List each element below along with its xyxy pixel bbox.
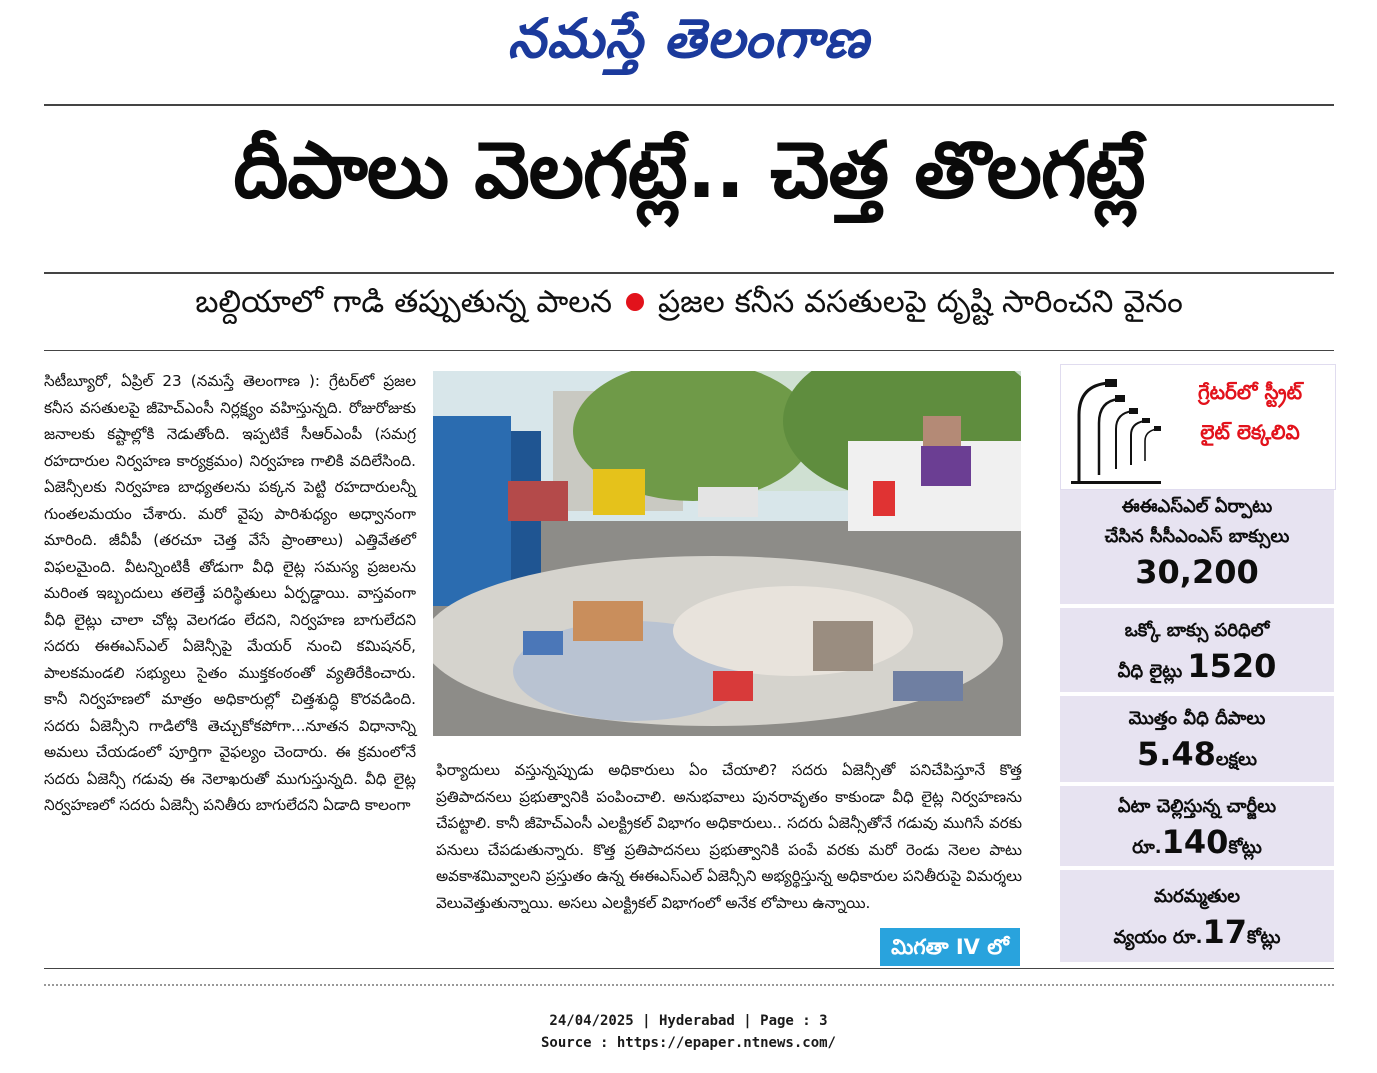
sidebar-title-line2: లైట్ లెక్కలివి xyxy=(1200,420,1300,444)
stat-label: వ్యయం రూ. xyxy=(1113,927,1203,948)
stat-unit: కోట్లు xyxy=(1228,837,1262,858)
headline: దీపాలు వెలగట్లే.. చెత్త తొలగట్లే xyxy=(233,126,1145,216)
subhead-left: బల్దియాలో గాడి తప్పుతున్న పాలన xyxy=(195,284,613,320)
stat-label: వీధి లైట్లు xyxy=(1117,661,1183,682)
stat-value: 5.48 xyxy=(1136,735,1216,773)
stat-value: 140 xyxy=(1161,823,1229,861)
street-light-icon xyxy=(1061,365,1171,487)
stat-box-charges xyxy=(1060,786,1334,866)
footer xyxy=(0,1010,1377,1054)
stat-label: రూ. xyxy=(1132,837,1162,858)
garbage-street-photo xyxy=(433,371,1021,736)
stat-label: ఏటా చెల్లిస్తున్న చార్జీలు xyxy=(1117,796,1277,817)
headline-rule xyxy=(44,272,1334,274)
stat-label: ఈఈఎస్‌ఎల్ ఏర్పాటు xyxy=(1121,496,1273,517)
article-column-middle: ఫిర్యాదులు వస్తున్నప్పుడు అధికారులు ఏం చేయాలి? సదరు ఏజెన్సీతో పనిచేపిస్తూనే కొత్త ప్రతిపాదనలు ప్రభుత్వానికి పంపించాలి. అనుభవాలు పునరావృతం కాకుండా వీధి లైట్ల నిర్వహణను చేపట్టాలి. కానీ జీహెచ్‌ఎంసీ ఎలక్ట్రికల్ విభాగం అధికారులు.. సదరు ఏజెన్సీతోనే గడువు ముగిసే వరకు పనులు చేపడుతున్నారు. కొత్త ప్రతిపాదనలు ప్రభుత్వానికి పంపే వరకు మరో రెండు నెలల పాటు అవకాశమివ్వాలని ప్రస్తుతం ఉన్న ఈఈఎస్‌ఎల్ ఏజెన్సీని అభ్యర్థిస్తున్న అధికారుల పనితీరుపై విమర్శలు వెలువెత్తుతున్నాయి. అసలు ఎలక్ట్రికల్ విభాగంలో అనేక లోపాలు ఉన్నాయి. xyxy=(436,761,1022,912)
stat-label: మొత్తం వీధి దీపాలు xyxy=(1128,708,1266,729)
subhead-right: ప్రజల కనీస వసతులపై దృష్టి సారించని వైనం xyxy=(658,284,1183,320)
bottom-rule xyxy=(44,968,1334,969)
footer-date-line: 24/04/2025 | Hyderabad | Page : 3 xyxy=(549,1013,828,1029)
subhead-rule xyxy=(44,350,1334,351)
sidebar-title xyxy=(1170,372,1330,452)
subhead xyxy=(44,284,1334,327)
stat-label: మరమ్మతుల xyxy=(1154,886,1240,907)
stat-unit: లక్షలు xyxy=(1215,749,1258,770)
stat-label: ఒక్కో బాక్సు పరిధిలో xyxy=(1124,620,1270,641)
stat-unit: కోట్లు xyxy=(1246,927,1281,948)
masthead-logo: నమస్తే తెలంగాణ xyxy=(507,6,870,70)
stat-value: 1520 xyxy=(1187,647,1277,685)
continued-badge: మిగతా IV లో xyxy=(880,928,1020,966)
masthead-rule xyxy=(44,104,1334,106)
stat-box-ccms xyxy=(1060,490,1334,604)
stat-box-lights-per-box xyxy=(1060,608,1334,692)
dotted-separator xyxy=(44,984,1334,986)
bullet-icon xyxy=(626,293,644,311)
stat-box-total-lamps xyxy=(1060,696,1334,782)
sidebar-title-line1: గ్రేటర్‌లో స్ట్రీట్ xyxy=(1197,380,1303,404)
stat-value: 17 xyxy=(1202,913,1247,951)
article-column-left: సిటీబ్యూరో, ఏప్రిల్ 23 (నమస్తే తెలంగాణ ): గ్రేటర్‌లో ప్రజల కనీస వసతులపై జీహెచ్‌ఎంసీ నిర్లక్ష్యం వహిస్తున్నది. రోజురోజుకు జనాలకు కష్టాల్లోకి నెడుతోంది. ఇప్పటికే సీఆర్‌ఎంపీ (సమగ్ర రహదారుల నిర్వహణ కార్యక్రమం) నిర్వహణ గాలికి వదిలేసింది. ఏజెన్సీలకు నిర్వహణ బాధ్యతలను పక్కన పెట్టి రహదారులన్నీ గుంతలమయం చేశారు. మరో వైపు పారిశుధ్యం అధ్వానంగా మారింది. జీవీపీ (తరచూ చెత్త వేసే ప్రాంతాలు) ఎత్తివేతలో విఫలమైంది. వీటన్నింటికీ తోడుగా వీధి లైట్ల సమస్య ప్రజలను మరింత ఇబ్బందులు తలెత్తే పరిస్థితులు ఏర్పడ్డాయి. వాస్తవంగా వీధి లైట్లు చాలా చోట్ల వెలగడం లేదని, నిర్వహణ బాగులేదని సదరు ఈఈఎస్‌ఎల్ ఏజెన్సీపై మేయర్ నుంచి కమిషనర్, పాలకమండలి సభ్యులు సైతం ముక్తకంఠంతో వ్యతిరేకించారు. కానీ నిర్వహణలో మాత్రం అధికారుల్లో చిత్తశుద్ధి కొరవడింది. సదరు ఏజెన్సీని గాడిలోకి తెచ్చుకోకపోగా...నూతన విధానాన్ని అమలు చేయడంలో పూర్తిగా వైఫల్యం చెందారు. ఈ క్రమంలోనే సదరు ఏజెన్సీ గడువు ఈ నెలాఖరుతో ముగుస్తున్నది. వీధి లైట్ల నిర్వహణలో సదరు ఏజెన్సీ పనితీరు బాగులేదని ఏడాది కాలంగా xyxy=(44,372,416,814)
stat-box-repairs xyxy=(1060,870,1334,962)
stat-value: 30,200 xyxy=(1135,553,1259,591)
footer-source-line: Source : https://epaper.ntnews.com/ xyxy=(540,1035,836,1051)
stat-label: చేసిన సీసీఎంఎస్ బాక్సులు xyxy=(1104,526,1290,547)
